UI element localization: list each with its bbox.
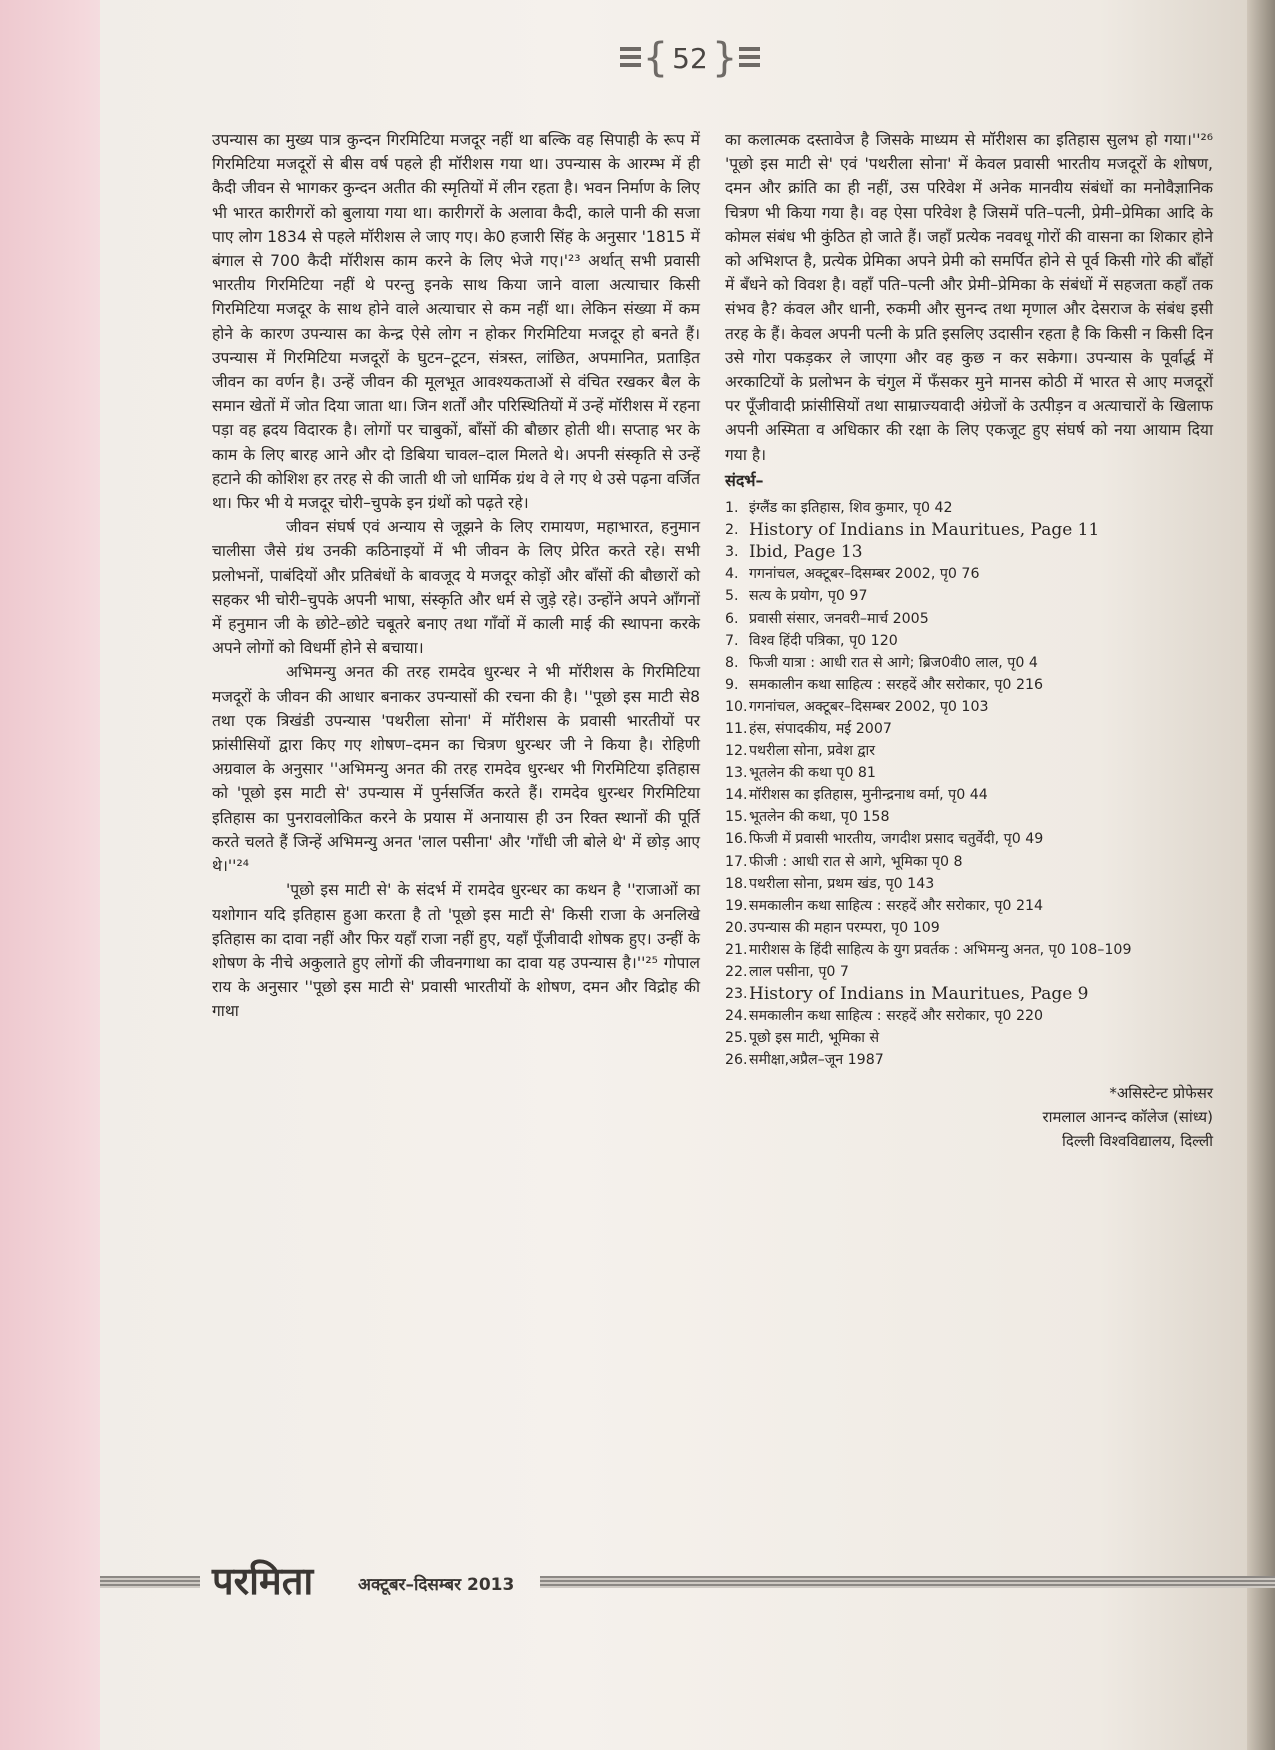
reference-number: 7. <box>725 632 739 649</box>
reference-item <box>725 718 1213 740</box>
reference-item <box>725 585 1213 607</box>
footer-band-left <box>100 1576 200 1588</box>
reference-number: 21. <box>725 941 748 958</box>
author-block <box>725 1081 1213 1153</box>
reference-item <box>725 652 1213 674</box>
header-brace-left: { <box>642 35 669 81</box>
reference-number: 11. <box>725 720 748 737</box>
author-designation: *असिस्टेन्ट प्रोफेसर <box>1109 1084 1213 1103</box>
reference-number: 16. <box>725 831 748 848</box>
references-list <box>725 497 1213 1071</box>
references-heading: संदर्भ– <box>725 470 764 490</box>
reference-item <box>725 541 1213 563</box>
reference-text: गगनांचल, अक्टूबर–दिसम्बर 2002, पृ0 76 <box>749 566 980 583</box>
page-number-header <box>620 35 760 81</box>
reference-text: पूछो इस माटी, भूमिका से <box>749 1030 880 1047</box>
reference-number: 4. <box>725 566 739 583</box>
reference-text: उपन्यास की महान परम्परा, पृ0 109 <box>749 919 940 936</box>
reference-number: 20. <box>725 919 748 936</box>
reference-number: 5. <box>725 588 739 605</box>
reference-item <box>725 939 1213 961</box>
reference-text: प्रवासी संसार, जनवरी–मार्च 2005 <box>749 610 929 627</box>
reference-item <box>725 608 1213 630</box>
reference-number: 24. <box>725 1008 748 1025</box>
reference-number: 10. <box>725 698 748 715</box>
reference-text: हंस, संपादकीय, मई 2007 <box>749 720 892 737</box>
page-number: 52 <box>672 41 708 75</box>
reference-number: 15. <box>725 809 748 826</box>
magazine-logo: परमिता <box>212 1559 314 1603</box>
reference-text: इंग्लैंड का इतिहास, शिव कुमार, पृ0 42 <box>749 500 953 517</box>
reference-number: 6. <box>725 610 739 627</box>
reference-text: फिजी में प्रवासी भारतीय, जगदीश प्रसाद चतुर्वेदी, पृ0 49 <box>749 831 1044 848</box>
right-column <box>725 128 1213 1153</box>
paragraph-4: 'पूछो इस माटी से' के संदर्भ में रामदेव धुरन्धर का कथन है ''राजाओं का यशोगान यदि इतिहास हुआ करता है तो 'पूछो इस माटी से' किसी राजा के अनलिखे इतिहास का दावा नहीं और फिर यहाँ राजा नहीं हुए, यहाँ पूँजीवादी शोषक हुए। उन्हीं के शोषण के नीचे अकुलाते हुए लोगों की जीवनगाथा का दावा यह उपन्यास है।''²⁵ गोपाल राय के अनुसार ''पूछो इस माटी से' प्रवासी भारतीयों के शोषण, दमन और विद्रोह की गाथा <box>212 881 700 1021</box>
reference-number: 12. <box>725 743 748 760</box>
reference-number: 18. <box>725 875 748 892</box>
reference-text: Ibid, Page 13 <box>749 542 863 563</box>
reference-text: फिजी यात्रा : आधी रात से आगे; ब्रिज0वी0 लाल, पृ0 4 <box>749 654 1038 671</box>
reference-number: 22. <box>725 964 748 981</box>
issue-date: अक्टूबर–दिसम्बर 2013 <box>358 1575 515 1595</box>
header-bars-left <box>620 47 641 69</box>
reference-item <box>725 762 1213 784</box>
header-bars-right <box>739 47 760 69</box>
paragraph-5: का कलात्मक दस्तावेज है जिसके माध्यम से मॉरीशस का इतिहास सुलभ हो गया।''²⁶ 'पूछो इस माटी से' एवं 'पथरीला सोना' में केवल प्रवासी भारतीय मजदूरों के शोषण, दमन और क्रांति का ही नहीं, उस परिवेश में अनेक मानवीय संबंधों का मनोवैज्ञानिक चित्रण भी किया गया है। वह ऐसा परिवेश है जिसमें पति–पत्नी, प्रेमी–प्रेमिका आदि के कोमल संबंध भी कुंठित हो जाते हैं। जहाँ प्रत्येक नववधू गोरों की वासना का शिकार होने को अभिशप्त है, प्रत्येक प्रेमिका अपने प्रेमी को समर्पित होने से पूर्व किसी गोरे की बाँहों में बँधने को विवश है। वहाँ पति–पत्नी और प्रेमी–प्रेमिका के संबंधों में सहजता कहाँ तक संभव है? कंवल और धानी, रुकमी और सुनन्द तथा मृणाल और देसराज के संबंध इसी तरह के हैं। केवल अपनी पत्नी के प्रति इसलिए उदासीन रहता है कि किसी न किसी दिन उसे गोरा पकड़कर ले जाएगा और वह कुछ न कर सकेगा। उपन्यास के पूर्वार्द्ध में अरकाटियों के प्रलोभन के चंगुल में फँसकर मुने मानस कोठी में भारत से आए मजदूरों पर पूँजीवादी फ्रांसीसियों तथा साम्राज्यवादी अंग्रेजों के उत्पीड़न व अत्याचारों के खिलाफ अपनी अस्मिता व अधिकार की रक्षा के लिए एकजूट हुए संघर्ष को नया आयाम दिया गया है। <box>725 131 1213 464</box>
reference-number: 19. <box>725 897 748 914</box>
reference-item <box>725 497 1213 519</box>
reference-text: समकालीन कथा साहित्य : सरहदें और सरोकार, पृ0 216 <box>749 676 1044 693</box>
reference-text: फीजी : आधी रात से आगे, भूमिका पृ0 8 <box>749 853 963 870</box>
page-footer <box>100 1552 1275 1612</box>
reference-text: विश्व हिंदी पत्रिका, पृ0 120 <box>749 632 898 649</box>
reference-text: समकालीन कथा साहित्य : सरहदें और सरोकार, पृ0 214 <box>749 897 1044 914</box>
author-college: रामलाल आनन्द कॉलेज (सांध्य) <box>1042 1108 1213 1127</box>
reference-number: 14. <box>725 787 748 804</box>
reference-text: पथरीला सोना, प्रथम खंड, पृ0 143 <box>749 875 935 892</box>
reference-text: गगनांचल, अक्टूबर–दिसम्बर 2002, पृ0 103 <box>749 698 989 715</box>
paragraph-3: अभिमन्यु अनत की तरह रामदेव धुरन्धर ने भी मॉरीशस के गिरमिटिया मजदूरों के जीवन की आधार बनाकर उपन्यासों की रचना की है। ''पूछो इस माटी से8 तथा एक त्रिखंडी उपन्यास 'पथरीला सोना' में मॉरीशस के प्रवासी भारतीयों पर फ्रांसीसियों द्वारा किए गए शोषण–दमन का चित्रण धुरन्धर जी ने किया है। रोहिणी अग्रवाल के अनुसार ''अभिमन्यु अनत की तरह रामदेव धुरन्धर भी गिरमिटिया इतिहास को 'पूछो इस माटी से' उपन्यास में पुर्नसर्जित करते हैं। रामदेव धुरन्धर गिरमिटिया इतिहास का पुनरावलोकित करने के प्रयास में अनायास ही उन रिक्त स्थानों की पूर्ति करते चलते हैं जिन्हें अभिमन्यु अनत 'लाल पसीना' और 'गाँधी जी बोले थे' में छोड़ आए थे।''²⁴ <box>212 663 700 876</box>
reference-item <box>725 696 1213 718</box>
reference-text: History of Indians in Mauritues, Page 11 <box>749 520 1100 541</box>
reference-number: 8. <box>725 654 739 671</box>
reference-item <box>725 1005 1213 1027</box>
left-column <box>212 128 700 1024</box>
reference-number: 1. <box>725 500 739 517</box>
reference-text: मॉरीशस का इतिहास, मुनीन्द्रनाथ वर्मा, पृ0 44 <box>749 787 988 804</box>
book-spine-edge <box>1247 0 1275 1750</box>
header-brace-right: } <box>711 35 738 81</box>
reference-number: 25. <box>725 1030 748 1047</box>
footer-band-right <box>540 1576 1275 1588</box>
reference-item <box>725 1049 1213 1071</box>
reference-text: समकालीन कथा साहित्य : सरहदें और सरोकार, पृ0 220 <box>749 1008 1044 1025</box>
reference-text: मारीशस के हिंदी साहित्य के युग प्रवर्तक : अभिमन्यु अनत, पृ0 108–109 <box>749 941 1132 958</box>
author-university: दिल्ली विश्वविद्यालय, दिल्ली <box>1061 1132 1213 1151</box>
reference-number: 2. <box>725 522 739 539</box>
reference-number: 17. <box>725 853 748 870</box>
reference-item <box>725 983 1213 1005</box>
reference-item <box>725 740 1213 762</box>
reference-item <box>725 1027 1213 1049</box>
reference-item <box>725 895 1213 917</box>
reference-text: History of Indians in Mauritues, Page 9 <box>749 984 1089 1005</box>
reference-item <box>725 674 1213 696</box>
reference-item <box>725 961 1213 983</box>
paragraph-2: जीवन संघर्ष एवं अन्याय से जूझने के लिए रामायण, महाभारत, हनुमान चालीसा जैसे ग्रंथ उनकी कठिनाइयों में भी जीवन के लिए प्रेरित करते रहे। सभी प्रलोभनों, पाबंदियों और प्रतिबंधों के बावजूद ये मजदूर कोड़ों और बाँसों की बौछारों को सहकर भी चोरी–चुपके अपनी भाषा, संस्कृति और धर्म से जुड़े रहे। उन्होंने अपने आँगनों में हनुमान जी के छोटे–छोटे चबूतरे बनाए तथा गाँवों में काली माई की स्थापना करके अपने लोगों को विधर्मी होने से बचाया। <box>212 518 700 658</box>
reference-text: समीक्षा,अप्रैल–जून 1987 <box>749 1052 884 1069</box>
reference-item <box>725 917 1213 939</box>
reference-number: 13. <box>725 765 748 782</box>
reference-item <box>725 806 1213 828</box>
reference-text: पथरीला सोना, प्रवेश द्वार <box>749 743 875 760</box>
reference-number: 26. <box>725 1052 748 1069</box>
reference-text: लाल पसीना, पृ0 7 <box>749 964 849 981</box>
reference-item <box>725 784 1213 806</box>
reference-text: सत्य के प्रयोग, पृ0 97 <box>749 588 868 605</box>
reference-text: भूतलेन की कथा, पृ0 158 <box>749 809 890 826</box>
reference-item <box>725 873 1213 895</box>
reference-item <box>725 519 1213 541</box>
reference-item <box>725 563 1213 585</box>
reference-item <box>725 828 1213 850</box>
reference-item <box>725 851 1213 873</box>
reference-number: 9. <box>725 676 739 693</box>
reference-item <box>725 630 1213 652</box>
reference-number: 3. <box>725 544 739 561</box>
reference-number: 23. <box>725 986 748 1003</box>
reference-text: भूतलेन की कथा पृ0 81 <box>749 765 876 782</box>
paragraph-1: उपन्यास का मुख्य पात्र कुन्दन गिरमिटिया मजदूर नहीं था बल्कि वह सिपाही के रूप में गिरमिटिया मजदूरों से बीस वर्ष पहले ही मॉरीशस गया था। उपन्यास के आरम्भ में ही कैदी जीवन से भागकर कुन्दन अतीत की स्मृतियों में लीन रहता है। भवन निर्माण के लिए भी भारत कारीगरों को बुलाया गया था। कारीगरों के अलावा कैदी, काले पानी की सजा पाए लोग 1834 से पहले मॉरीशस ले जाए गए। के0 हजारी सिंह के अनुसार '1815 में बंगाल से 700 कैदी मॉरीशस काम करने के लिए भेजे गए।'²³ अर्थात् सभी प्रवासी भारतीय गिरमिटिया नहीं थे परन्तु इनके साथ किया जाने वाला अत्याचार किसी गिरमिटिया मजदूर के साथ होने वाले अत्याचार से कम नहीं था। लेकिन संख्या में कम होने के कारण उपन्यास का केन्द्र ऐसे लोग न होकर गिरमिटिया मजदूर हो बनते हैं। उपन्यास में गिरमिटिया मजदूरों के घुटन–टूटन, संत्रस्त, लांछित, अपमानित, प्रताड़ित जीवन का वर्णन है। उन्हें जीवन की मूलभूत आवश्यकताओं से वंचित रखकर बैल के समान खेतों में जोत दिया जाता था। जिन शर्तों और परिस्थितियों में उन्हें मॉरीशस में रहना पड़ा वह ह्रदय विदारक है। लोगों पर चाबुकों, बाँसों की बौछार होती थी। सप्ताह भर के काम के लिए बारह आने और दो डिबिया चावल–दाल मिलते थे। अपनी संस्कृति से उन्हें हटाने की कोशिश हर तरह से की जाती थी जो धार्मिक ग्रंथ वे ले गए थे उसे पढ़ना वर्जित था। फिर भी ये मजदूर चोरी–चुपके इन ग्रंथों को पढ़ते रहे। <box>212 131 700 513</box>
